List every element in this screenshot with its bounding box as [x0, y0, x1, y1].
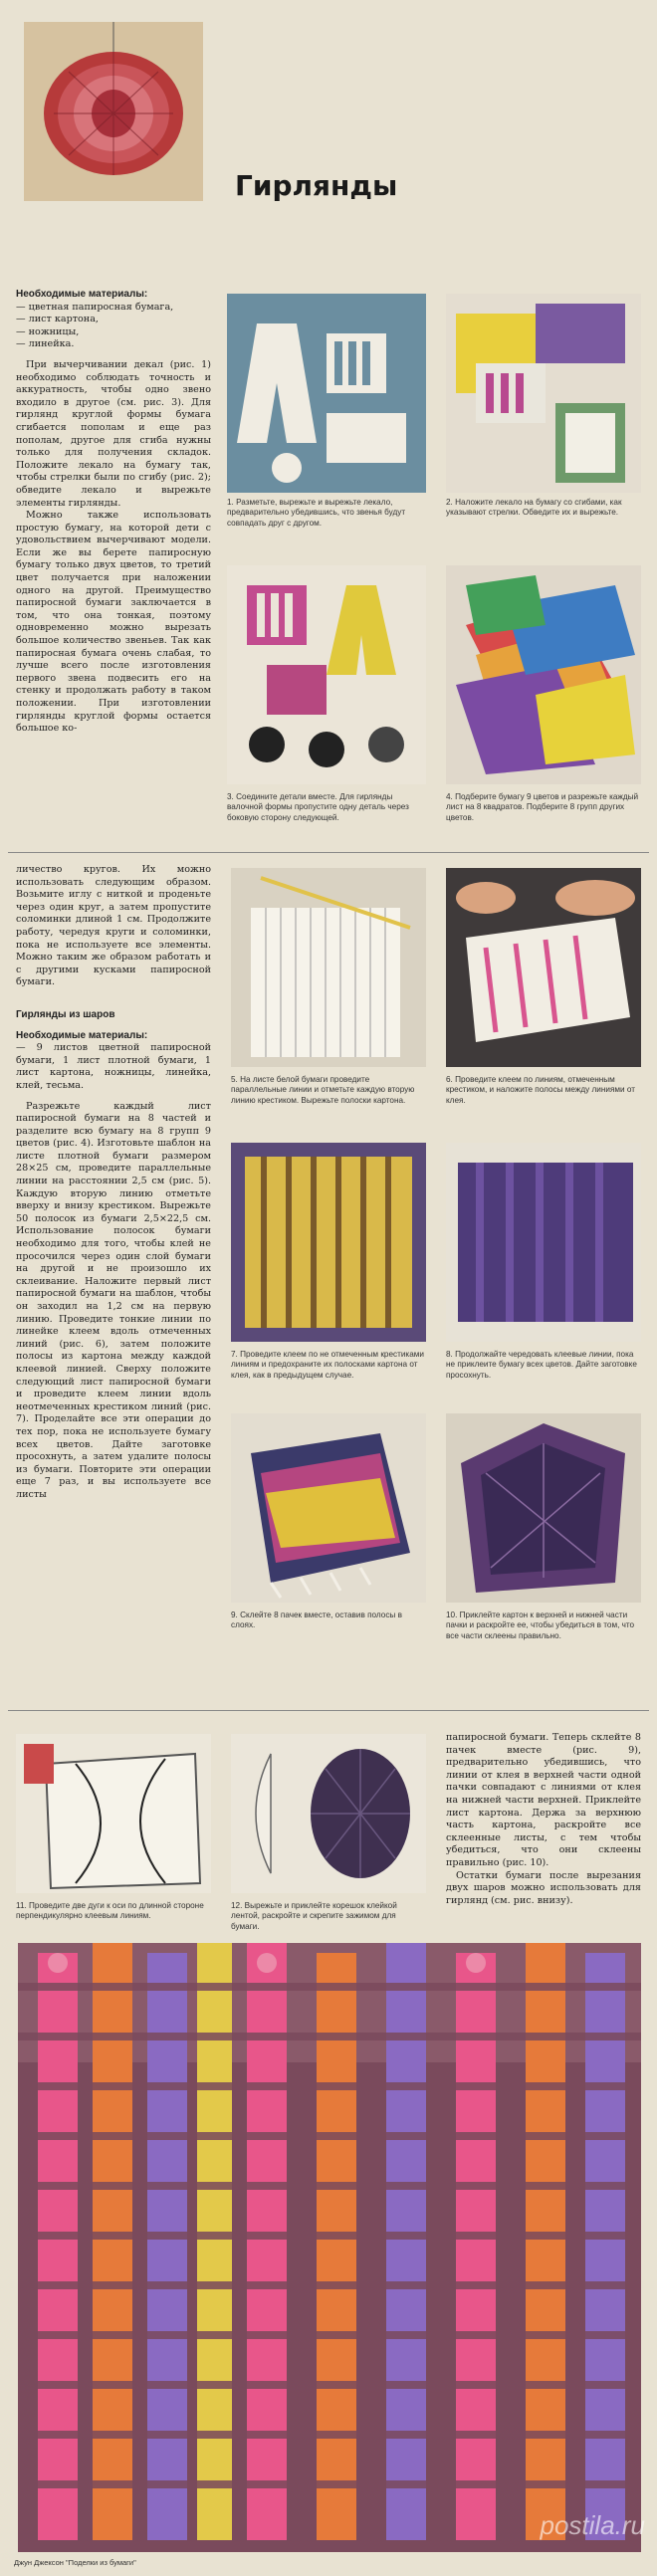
photo-10-image	[446, 1413, 641, 1603]
caption-11: 11. Проведите две дуги к оси по длинной стороне перпендикулярно клеевым линиям.	[16, 1901, 204, 1921]
photo-9-image	[231, 1413, 426, 1603]
materials-list	[16, 302, 211, 351]
honeycomb-ball-image	[24, 22, 203, 201]
section1-text	[16, 289, 211, 736]
caption-12: 12. Вырежьте и приклейте корешок клейкой лентой, раскройте и скрепите зажимом для бумаги.	[231, 1901, 397, 1931]
divider	[8, 852, 649, 853]
photo-3-image	[227, 565, 426, 784]
photo-8-image	[446, 1143, 641, 1342]
materials-heading: Необходимые материалы:	[16, 289, 148, 300]
caption-6: 6. Проведите клеем по линиям, отмеченным крестиком, и наложите полосы между линиями от клея.	[446, 1075, 635, 1105]
section1-paragraph: При вычерчивании декал (рис. 1) необходимо соблюдать точность и аккуратность, чтобы одно звено входило в другое (см. рис. 3). Для гирлянд круглой формы бумага сгибается пополам и еще раз пополам, другое для сгиба нужны только для получения складок. Положите лекало на бумагу так, чтобы стрелки были по сгибу (рис. 2); обведите лекало и вырежьте элементы гирлянды.	[16, 358, 211, 509]
watermark: postila.ru	[540, 2510, 645, 2540]
photo-1-image	[227, 294, 426, 493]
photo-6-image	[446, 868, 641, 1067]
photo-8-stack	[446, 1143, 641, 1342]
photo-12-image	[231, 1734, 426, 1893]
garland-photo	[18, 1943, 641, 2552]
footer-credit: Джун Джексон "Поделки из бумаги"	[14, 2558, 136, 2567]
section1-paragraph: Можно также использовать простую бумагу, на которой дети с удовольствием вычерчивают модели. Если же вы берете папиросную бумагу только двух цветов, то третий цвет получается при наложении одного на другой. Преимущество папиросной бумаги заключается в том, что она тонкая, поэтому одновременно можно вырезать большое количество звеньев. Так как папиросная бумага очень слабая, то лучше всего после изготовления первого звена подвесить его на стенку и продолжать работу в таком положении. При изготовлении гирлянды круглой формы остается большое ко-	[16, 510, 211, 735]
caption-7: 7. Проведите клеем по не отмеченным крестиками линиям и предохраните их полосками картона от клея, как в предыдущем случае.	[231, 1350, 424, 1380]
balls-heading: Гирлянды из шаров	[16, 1008, 115, 1020]
photo-5-image	[231, 868, 426, 1067]
caption-5: 5. На листе белой бумаги проведите параллельные линии и отметьте каждую вторую линию крестиком. Вырежьте полоски картона.	[231, 1075, 415, 1105]
section3-paragraph: Остатки бумаги после вырезания двух шаров можно использовать для гирлянд (см. рис. внизу).	[446, 1869, 641, 1906]
page-title: Гирлянды	[235, 169, 398, 202]
section2-paragraph: Разрежьте каждый лист папиросной бумаги на 8 частей и разделите всю бумагу на 8 групп 9 цветов (рис. 4). Изготовьте шаблон на листе плотной бумаги размером 28×25 см, проведите параллельные линии на расстоянии 2,5 см (рис. 5). Каждую вторую линию отметьте вверху и внизу крестиком. Вырежьте 50 полосок из бумаги 2,5×22,5 см. Использование полосок бумаги необходимо для того, чтобы клей не просочился через один слой бумаги на другой и не произошло их склеивание. Наложите первый лист папиросной бумаги на шаблон, чтобы он заходил на 1,2 см на первую линию. Проведите тонкие линии по линейке клеем вдоль отмеченных линий (рис. 6), затем положите полосы из картона между каждой клеевой линией. Сверху положите следующий лист папиросной бумаги и проведите клеем линии вдоль неотмеченных крестиком линий (рис. 7). Проделайте все эти операции до тех пор, пока не используете бумагу всех цветов. Дайте заготовке просохнуть, а затем удалите полосы из бумаги. Повторите эти операции еще 7 раз, и вы используете все листы	[16, 1100, 211, 1500]
photo-2-image	[446, 294, 641, 493]
photo-1-templates	[227, 294, 426, 493]
caption-2: 2. Наложите лекало на бумагу со сгибами, как указывают стрелки. Обведите их и вырежьте.	[446, 498, 622, 518]
caption-8: 8. Продолжайте чередовать клеевые линии, пока не приклеите бумагу всех цветов. Дайте заготовке просохнуть.	[446, 1350, 637, 1380]
materials-item: — линейка.	[16, 338, 75, 350]
caption-10: 10. Приклейте картон к верхней и нижней части пачки и раскройте ее, чтобы убедиться в том, что все части склеены правильно.	[446, 1610, 635, 1640]
photo-5-lined-sheet	[231, 868, 426, 1067]
materials-item: — ножницы,	[16, 325, 80, 337]
section3-text	[446, 1732, 641, 1907]
section2-paragraph: личество кругов. Их можно использовать следующим образом. Возьмите иглу с ниткой и проденьте через один круг, а затем пропустите соломинки длиной 1 см. Продолжите работу, чередуя круги и соломинки, пока не используете все элементы. Можно таким же образом работать и с другими кусками папиросной бумаги.	[16, 864, 211, 988]
photo-11-arcs	[16, 1734, 211, 1893]
caption-4: 4. Подберите бумагу 9 цветов и разрежьте каждый лист на 8 квадратов. Подберите 8 групп других цветов.	[446, 792, 639, 822]
photo-12-ball	[231, 1734, 426, 1893]
caption-1: 1. Разметьте, вырежьте и вырежьте лекало, предварительно убедившись, что звенья будут совпадать друг с другом.	[227, 498, 406, 528]
photo-6-gluing	[446, 868, 641, 1067]
photo-4-paper-squares	[446, 565, 641, 784]
photo-4-image	[446, 565, 641, 784]
section2-text	[16, 864, 211, 1502]
materials-item: — лист картона,	[16, 314, 99, 325]
header-photo-honeycomb-ball	[24, 22, 203, 201]
caption-9: 9. Склейте 8 пачек вместе, оставив полосы в слоях.	[231, 1610, 402, 1630]
photo-2-tracing	[446, 294, 641, 493]
photo-7-image	[231, 1143, 426, 1342]
garland-image	[18, 1943, 641, 2552]
photo-9-packs	[231, 1413, 426, 1603]
photo-3-assembled	[227, 565, 426, 784]
photo-11-image	[16, 1734, 211, 1893]
photo-10-opened	[446, 1413, 641, 1603]
materials-item: — цветная папиросная бумага,	[16, 301, 174, 313]
section3-paragraph: папиросной бумаги. Теперь склейте 8 пачек вместе (рис. 9), предварительно убедившись, что линии от клея в верхней части одной пачки совпадают с линиями от клея на нижней части верхней. Приклейте лист картона. Держа за верхнюю часть картона, раскройте все склеенные листы, с тем чтобы убедиться, что они склеены правильно (рис. 10).	[446, 1732, 641, 1868]
caption-3: 3. Соедините детали вместе. Для гирлянды валочной формы пропустите одну деталь через боковую сторону следующей.	[227, 792, 409, 822]
materials-text: — 9 листов цветной папиросной бумаги, 1 лист плотной бумаги, 1 лист картона, ножницы, линейка, клей, тесьма.	[16, 1042, 211, 1091]
materials-heading: Необходимые материалы:	[16, 1029, 148, 1041]
divider	[8, 1710, 649, 1711]
photo-7-striped	[231, 1143, 426, 1342]
